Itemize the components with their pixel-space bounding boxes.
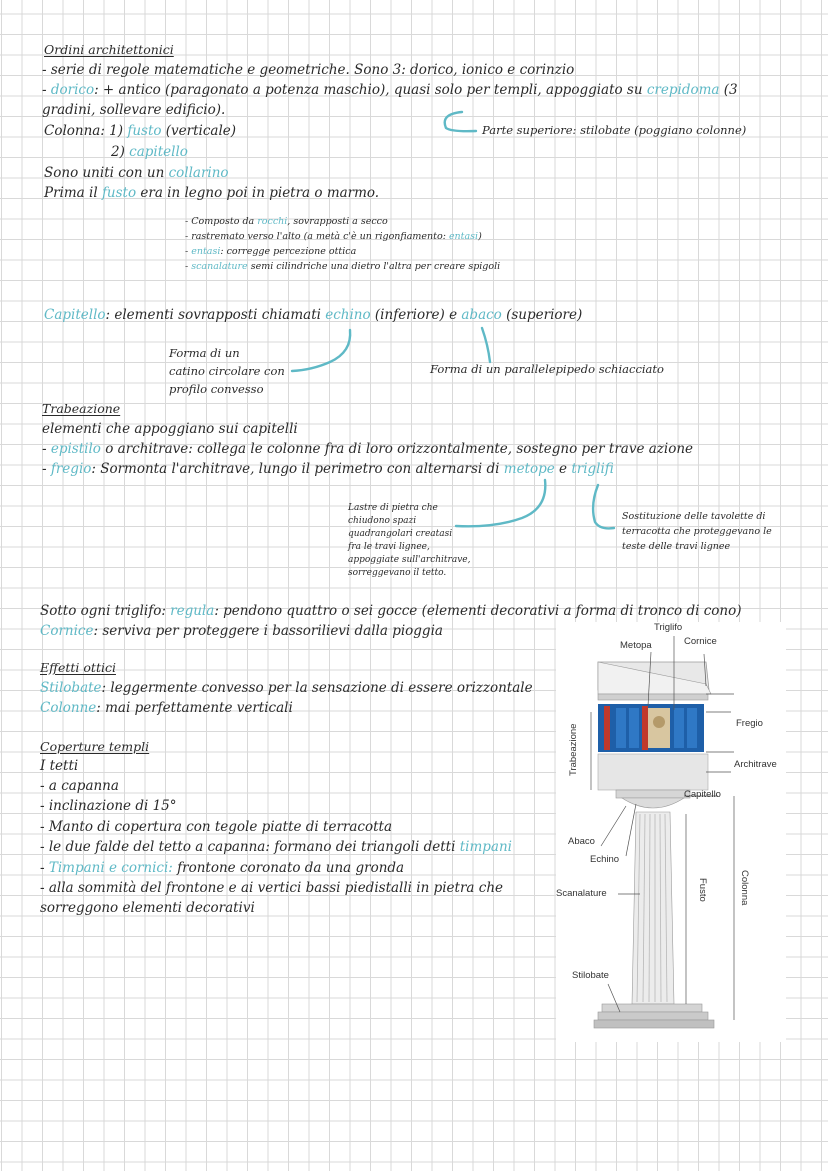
abaco-note: Forma di un parallelepipedo schiacciato [430,362,664,376]
text-line: - fregio: Sormonta l'architrave, lungo il perimetro con alternarsi di metope e triglifi [42,461,614,477]
text-line: Sotto ogni triglifo: regula: pendono quattro o sei gocce (elementi decorativi a forma di tronco di cono) [40,603,742,619]
echino-note: Forma di un [169,346,240,360]
text-line: Colonne: mai perfettamente verticali [40,700,293,716]
label-cornice: Cornice [684,636,717,647]
label-metopa: Metopa [620,640,652,651]
label-fregio: Fregio [736,718,763,729]
heading-trabeazione: Trabeazione [42,401,121,416]
echino-note: catino circolare con [169,364,285,378]
metope-note: sorreggevano il tetto. [348,568,447,578]
text-line: - dorico: + antico (paragonato a potenza maschio), quasi solo per templi, appoggiato su crepidoma (3 [42,82,738,98]
label-fusto: Fusto [697,878,708,902]
text-line: 2) capitello [111,144,188,160]
text-line: - Timpani e cornici: frontone coronato da una gronda [40,860,405,876]
triglifi-note: teste delle travi lignee [622,541,731,552]
metope-note: appoggiate sull'architrave, [348,555,471,565]
metope-note: Lastre di pietra che [348,503,438,513]
text-line: - alla sommità del frontone e ai vertici bassi piedistalli in pietra che [40,880,504,896]
label-capitello: Capitello [684,789,721,800]
metope-note: fra le travi lignee, [348,542,430,552]
label-stilobate: Stilobate [572,970,609,981]
triglifi-arrow [593,485,614,528]
echino-note: profilo convesso [169,382,264,396]
label-abaco: Abaco [568,836,595,847]
metope-arrow [456,480,545,526]
label-trabeazione: Trabeazione [568,723,579,776]
text-line: gradini, sollevare edificio). [42,102,226,118]
triglifi-note: terracotta che proteggevano le [622,526,772,537]
crepidoma-note: Parte superiore: stilobate (poggiano colonne) [482,123,747,137]
text-line: Colonna: 1) fusto (verticale) [44,123,237,139]
label-triglifo: Triglifo [654,622,683,633]
text-line: - epistilo o architrave: collega le colonne fra di loro orizzontalmente, sostegno per trave azione [42,441,694,457]
text-line: - inclinazione di 15° [40,798,177,814]
fusto-detail: - Composto da rocchi, sovrapposti a secco [185,216,388,227]
text-line: elementi che appoggiano sui capitelli [42,421,298,437]
heading-effetti-ottici: Effetti ottici [40,660,116,675]
text-line: I tetti [40,758,79,774]
fusto-detail: - rastremato verso l'alto (a metà c'è un rigonfiamento: entasi) [185,231,482,242]
text-line: sorreggono elementi decorativi [40,900,255,916]
heading-ordini: Ordini architettonici [44,42,174,57]
label-echino: Echino [590,854,620,865]
text-line: - Manto di copertura con tegole piatte di terracotta [40,819,393,835]
text-line: Cornice: serviva per proteggere i bassorilievi dalla pioggia [40,623,443,639]
metope-note: chiudono spazi [348,516,417,526]
triglifi-note: Sostituzione delle tavolette di [622,511,766,522]
text-line: - serie di regole matematiche e geometriche. Sono 3: dorico, ionico e corinzio [42,62,575,78]
abaco-arrow [482,328,490,362]
label-architrave: Architrave [734,759,777,770]
text-line: Prima il fusto era in legno poi in pietra o marmo. [44,185,380,201]
heading-coperture-templi: Coperture templi [40,739,150,754]
metope-note: quadrangolari creatasi [348,529,453,539]
text-line: Sono uniti con un collarino [44,165,229,181]
label-colonna: Colonna [739,870,750,906]
doric-column-figure [556,622,786,1042]
echino-arrow [292,330,350,371]
fusto-detail: - scanalature semi cilindriche una dietro l'altra per creare spigoli [185,261,501,272]
text-line: Stilobate: leggermente convesso per la sensazione di essere orizzontale [40,680,533,696]
label-scanalature: Scanalature [556,888,607,899]
fusto-detail: - entasi: corregge percezione ottica [185,246,357,257]
text-line: - le due falde del tetto a capanna: formano dei triangoli detti timpani [40,839,512,855]
text-line: Capitello: elementi sovrapposti chiamati echino (inferiore) e abaco (superiore) [44,307,583,323]
crepidoma-arrow [445,112,476,131]
text-line: - a capanna [40,778,119,794]
